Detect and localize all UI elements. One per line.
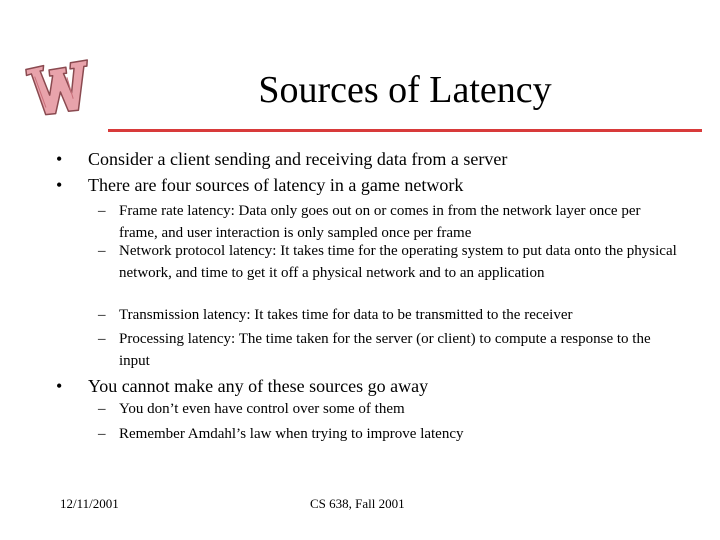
dash-marker: – [98,426,106,442]
footer-course: CS 638, Fall 2001 [310,496,405,511]
dash-marker: – [98,307,106,323]
sub-bullet-item [98,200,678,244]
sub-bullet-text: Processing latency: The time taken for the server (or client) to compute a response to the input [119,331,651,369]
slide-title: Sources of Latency [258,69,552,111]
footer-date: 12/11/2001 [60,496,119,511]
dash-marker: – [98,331,106,347]
title-divider [108,129,702,132]
wisconsin-w-logo-icon [22,50,98,126]
sub-bullet-item [98,423,678,445]
sub-bullet-item [98,398,678,420]
sub-bullet-text: Network protocol latency: It takes time for the operating system to put data onto the physical network, and time to get it off a physical network and to an application [119,243,677,281]
bullet-text: You cannot make any of these sources go away [88,376,429,396]
bullet-marker: • [56,175,63,195]
sub-bullet-text: You don’t even have control over some of them [119,401,405,417]
bullet-marker: • [56,376,63,396]
dash-marker: – [98,401,106,417]
dash-marker: – [98,203,106,219]
bullet-text: Consider a client sending and receiving data from a server [88,149,508,169]
sub-bullet-item [98,240,678,284]
sub-bullet-text: Transmission latency: It takes time for data to be transmitted to the receiver [119,307,573,323]
sub-bullet-item [98,328,678,372]
sub-bullet-text: Remember Amdahl’s law when trying to improve latency [119,426,464,442]
bullet-text: There are four sources of latency in a game network [88,175,464,195]
bullet-marker: • [56,149,63,169]
sub-bullet-text: Frame rate latency: Data only goes out on or comes in from the network layer once per frame, and user interaction is only sampled once per frame [119,203,641,241]
sub-bullet-item [98,304,678,326]
dash-marker: – [98,243,106,259]
